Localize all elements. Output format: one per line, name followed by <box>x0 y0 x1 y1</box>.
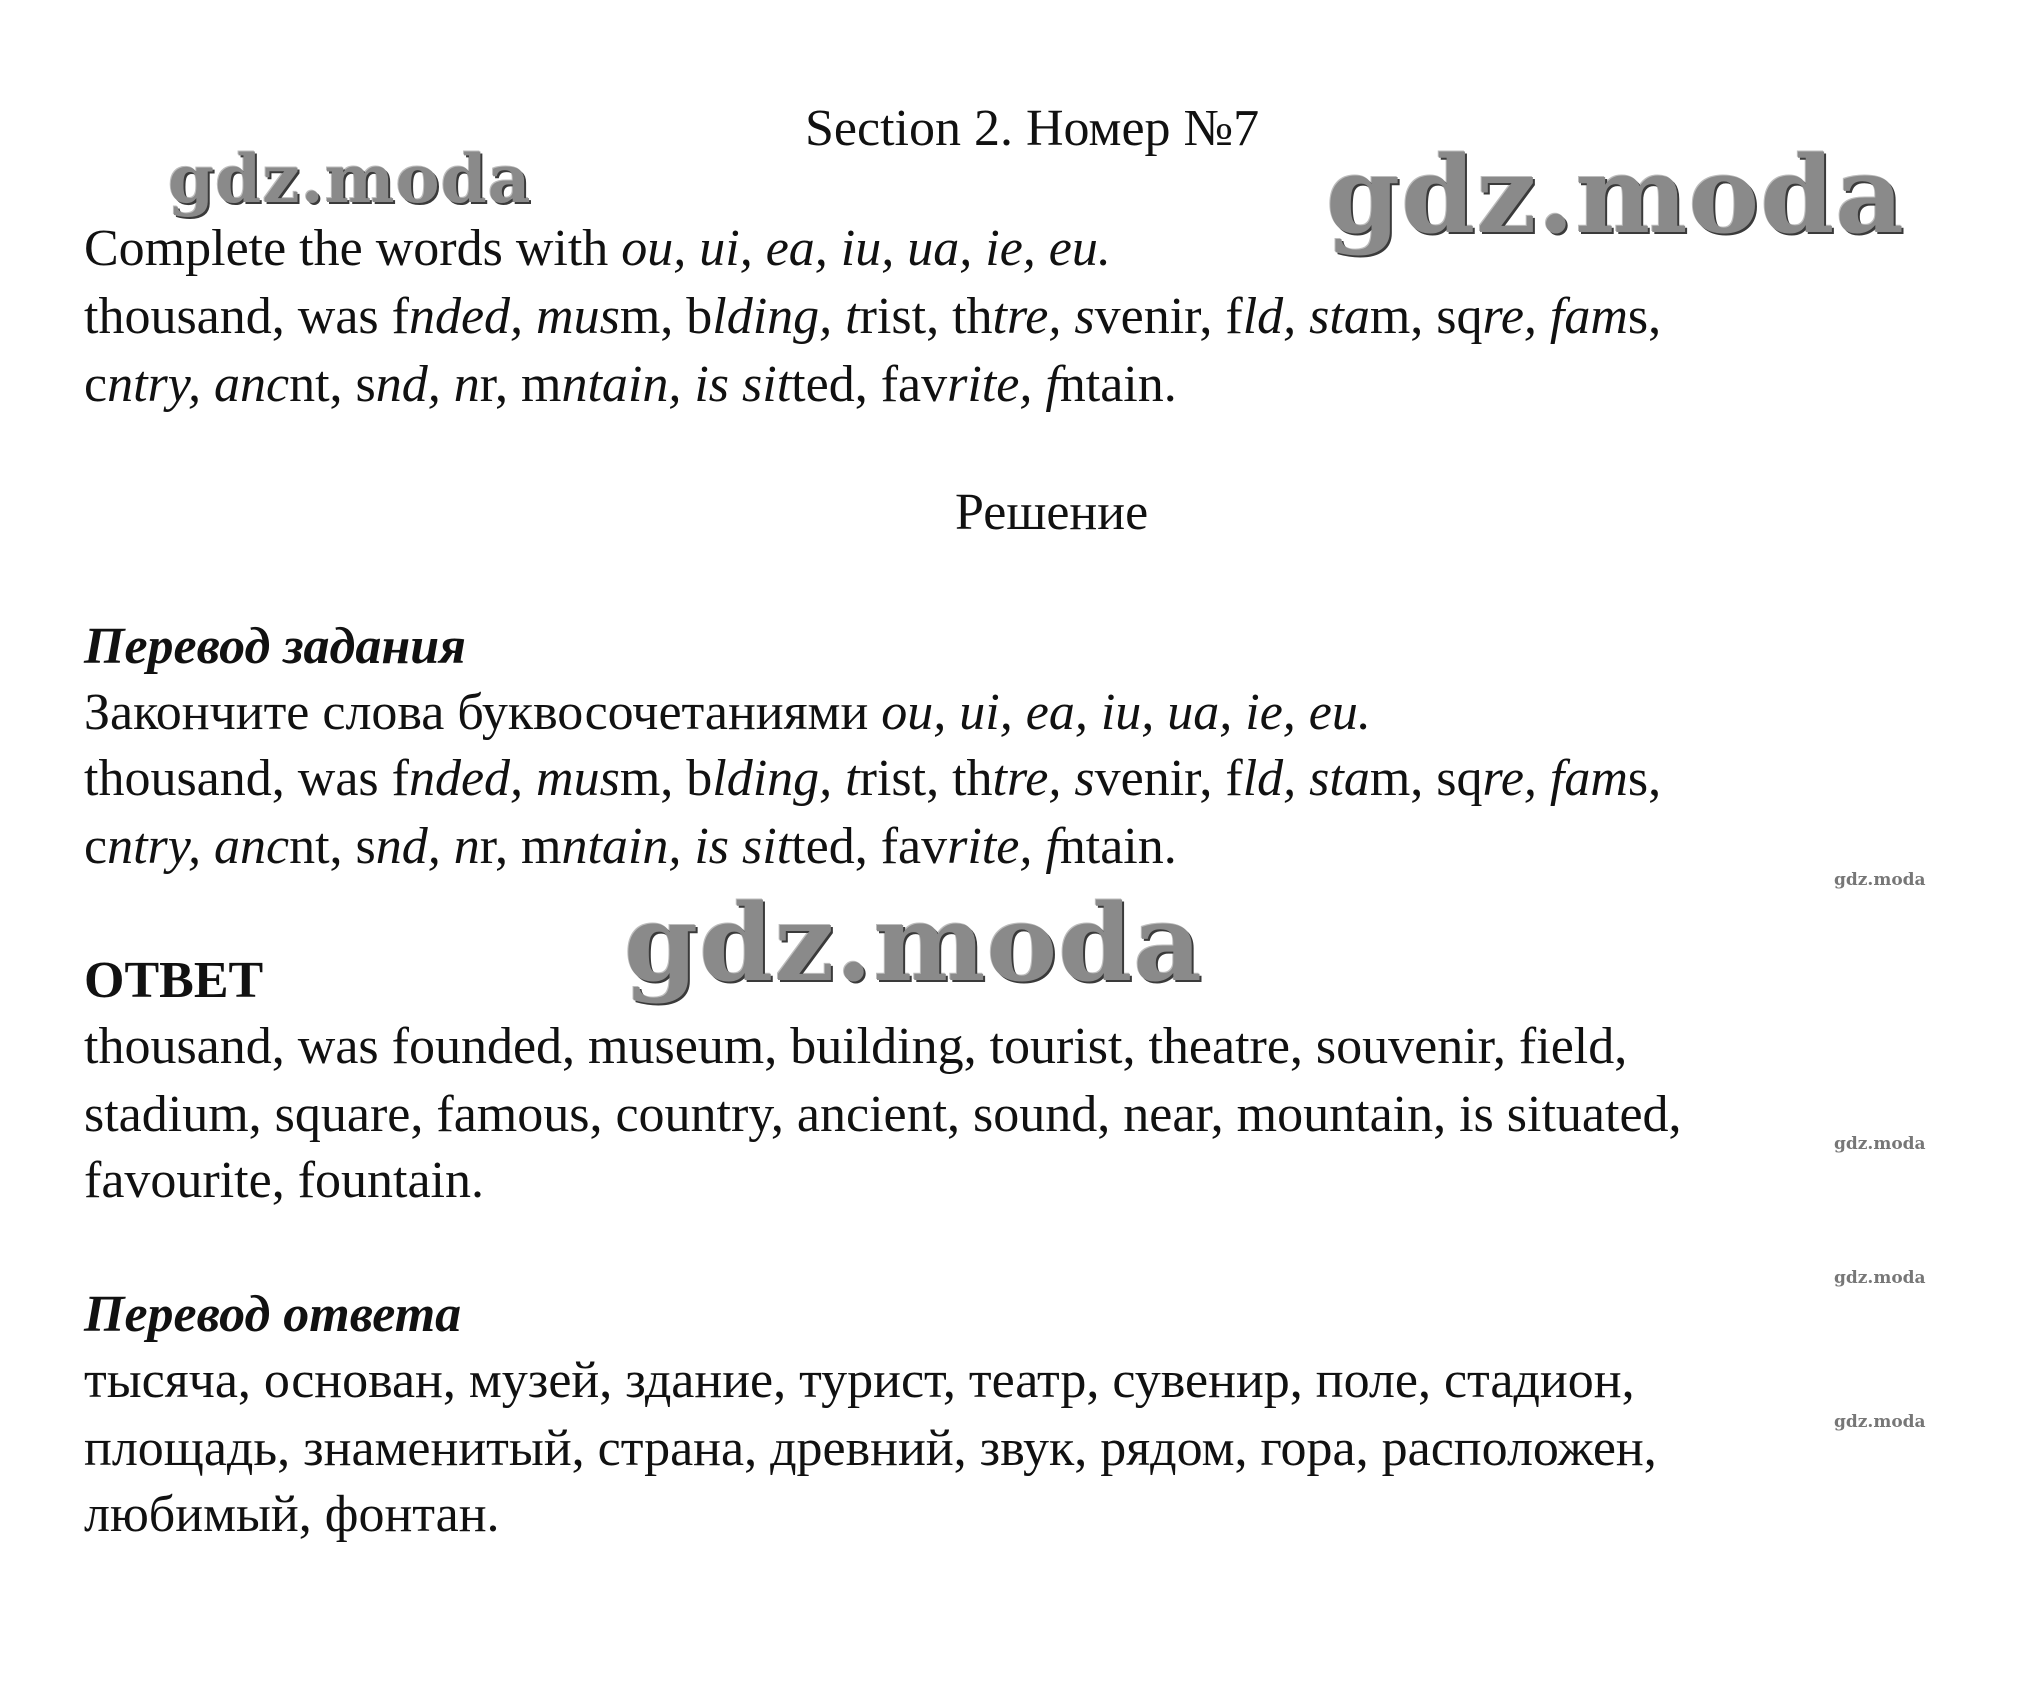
task-instruction <box>84 216 1111 282</box>
task-instruction-letters: ou, ui, ea, iu, ua, ie, eu. <box>621 220 1111 277</box>
word-fragment: c <box>84 356 108 413</box>
task-instruction-text: Complete the words with <box>84 220 622 277</box>
watermark-logo: gdz.moda <box>624 880 1203 1005</box>
word-fragment-italic: ld, sta <box>1242 750 1370 807</box>
page-title: Section 2. Номер №7 <box>805 100 1260 157</box>
word-fragment: m, sq <box>1369 288 1483 345</box>
word-fragment-italic: tre, s <box>992 288 1095 345</box>
word-fragment: s, <box>1627 750 1662 807</box>
translation-answer-heading: Перевод ответа <box>84 1286 462 1343</box>
answer-line: stadium, square, famous, country, ancient, sound, near, mountain, is situated, <box>84 1086 1682 1143</box>
word-fragment-italic: tre, s <box>992 750 1095 807</box>
translation-words-line-2 <box>84 814 1177 880</box>
word-fragment-italic: re, fam <box>1482 750 1628 807</box>
task-words-line-1 <box>84 284 1661 350</box>
answer-line: thousand, was founded, museum, building, tourist, theatre, souvenir, field, <box>84 1018 1628 1075</box>
word-fragment-italic: nded, mus <box>408 288 620 345</box>
word-fragment-italic: ntry, anc <box>107 818 290 875</box>
word-fragment-italic: rite, f <box>947 818 1060 875</box>
watermark-small: gdz.moda <box>1834 870 1926 890</box>
word-fragment: venir, f <box>1094 288 1243 345</box>
word-fragment-italic: ntain, is sit <box>561 356 792 413</box>
word-fragment: ntain. <box>1059 356 1177 413</box>
word-fragment-italic: ntain, is sit <box>561 818 792 875</box>
answer-heading: ОТВЕТ <box>84 952 264 1009</box>
word-fragment: thousand, was f <box>84 288 409 345</box>
word-fragment-italic: ld, sta <box>1242 288 1370 345</box>
word-fragment-italic: nd, n <box>375 356 480 413</box>
word-fragment: r, m <box>479 818 562 875</box>
translation-answer-line: площадь, знаменитый, страна, древний, звук, рядом, гора, расположен, <box>84 1420 1657 1477</box>
word-fragment-italic: re, fam <box>1482 288 1628 345</box>
answer-line: favourite, fountain. <box>84 1152 484 1209</box>
translation-task-letters: ou, ui, ea, iu, ua, ie, eu. <box>881 684 1371 741</box>
translation-answer-line: любимый, фонтан. <box>84 1486 500 1543</box>
translation-answer-line: тысяча, основан, музей, здание, турист, театр, сувенир, поле, стадион, <box>84 1352 1635 1409</box>
translation-words-line-1 <box>84 746 1661 812</box>
word-fragment: ted, fav <box>791 818 948 875</box>
word-fragment: m, b <box>619 750 713 807</box>
word-fragment-italic: lding, t <box>712 750 860 807</box>
word-fragment: c <box>84 818 108 875</box>
watermark-logo: gdz.moda <box>1326 132 1905 257</box>
watermark-small: gdz.moda <box>1834 1134 1926 1154</box>
watermark-logo: gdz.moda <box>168 140 532 218</box>
word-fragment: rist, th <box>859 288 993 345</box>
word-fragment: m, sq <box>1369 750 1483 807</box>
word-fragment: thousand, was f <box>84 750 409 807</box>
solution-label: Решение <box>955 484 1149 541</box>
word-fragment-italic: lding, t <box>712 288 860 345</box>
word-fragment: venir, f <box>1094 750 1243 807</box>
word-fragment-italic: ntry, anc <box>107 356 290 413</box>
word-fragment: s, <box>1627 288 1662 345</box>
word-fragment: rist, th <box>859 750 993 807</box>
word-fragment: nt, s <box>289 356 376 413</box>
word-fragment: r, m <box>479 356 562 413</box>
word-fragment: ntain. <box>1059 818 1177 875</box>
word-fragment: m, b <box>619 288 713 345</box>
word-fragment-italic: rite, f <box>947 356 1060 413</box>
watermark-small: gdz.moda <box>1834 1268 1926 1288</box>
word-fragment-italic: nd, n <box>375 818 480 875</box>
translation-task-text: Закончите слова буквосочетаниями <box>84 684 882 741</box>
word-fragment: ted, fav <box>791 356 948 413</box>
translation-task-instruction <box>84 680 1371 746</box>
word-fragment-italic: nded, mus <box>408 750 620 807</box>
translation-task-heading: Перевод задания <box>84 618 466 675</box>
watermark-small: gdz.moda <box>1834 1412 1926 1432</box>
word-fragment: nt, s <box>289 818 376 875</box>
task-words-line-2 <box>84 352 1177 418</box>
